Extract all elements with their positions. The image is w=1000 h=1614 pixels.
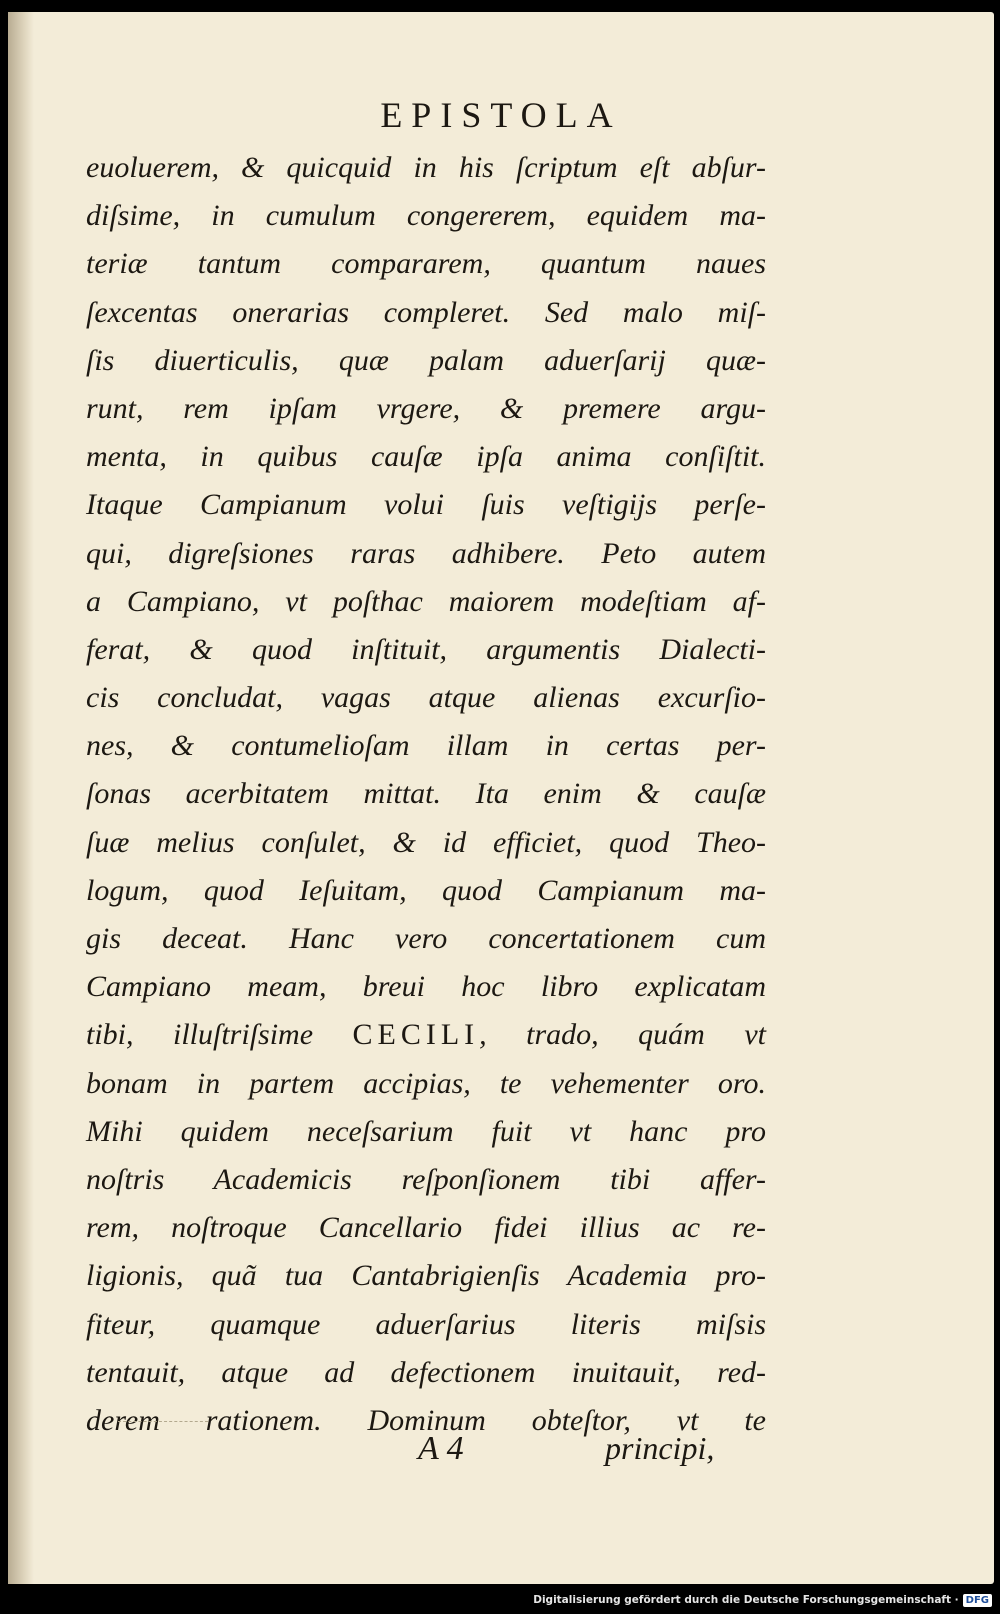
text-line: qui, digreſsiones raras adhibere. Peto autem [86,536,766,570]
line-text-post: , trado, quám vt [479,1018,766,1052]
text-line: ligionis, quã tua Cantabrigienſis Academia pro- [86,1259,766,1293]
digitization-credit [533,1589,992,1611]
text-line: diſsime, in cumulum congererem, equidem ma- [86,199,766,233]
book-page [8,12,994,1584]
text-line: Campiano meam, breui hoc libro explicatam [86,970,766,1004]
body-text [86,144,766,1445]
text-line: derem rationem. Dominum obteſtor, vt te [86,1403,766,1437]
text-line: logum, quod Ieſuitam, quod Campianum ma- [86,873,766,907]
text-line: ſonas acerbitatem mittat. Ita enim & cauſæ [86,777,766,811]
text-line: ſuæ melius conſulet, & id efficiet, quod Theo- [86,825,766,859]
signature-mark: A 4 [418,1430,464,1467]
text-line: menta, in quibus cauſæ ipſa anima conſiſtit. [86,440,766,474]
text-line: bonam in partem accipias, te vehementer oro. [86,1066,766,1100]
credit-text: Digitalisierung gefördert durch die Deutsche Forschungsgemeinschaft · [533,1594,959,1606]
text-line: a Campiano, vt poſthac maiorem modeſtiam af- [86,584,766,618]
running-head: EPISTOLA [380,95,622,135]
text-line: euoluerem, & quicquid in his ſcriptum eſt abſur- [86,151,766,184]
text-line: teriæ tantum compararem, quantum naues [86,247,766,281]
text-line: ferat, & quod inſtituit, argumentis Dialecti- [86,632,766,666]
text-line: ſis diuerticulis, quæ palam aduerſarij quæ- [86,343,766,377]
text-line: nes, & contumelioſam illam in certas per- [86,729,766,763]
text-line: ſexcentas onerarias compleret. Sed malo miſ- [86,295,766,329]
dfg-logo-icon: DFG [963,1594,992,1607]
text-line: tentauit, atque ad defectionem inuitauit, red- [86,1355,766,1389]
text-line: Itaque Campianum volui ſuis veſtigijs perſe- [86,488,766,522]
text-line: noſtris Academicis reſponſionem tibi affer- [86,1162,766,1196]
line-text-pre: tibi, illuſtriſsime [86,1018,353,1052]
text-line: Mihi quidem neceſsarium fuit vt hanc pro [86,1114,766,1148]
dashed-rule [118,1421,208,1422]
catchword: principi, [605,1430,715,1466]
text-line-with-name [86,1011,766,1059]
text-line: cis concludat, vagas atque alienas excurſio- [86,681,766,715]
text-line: fiteur, quamque aduerſarius literis miſsis [86,1307,766,1341]
name-small-caps: CECILI [352,1018,480,1052]
page-gutter-shadow [8,12,34,1584]
text-line: gis deceat. Hanc vero concertationem cum [86,922,766,955]
text-line: runt, rem ipſam vrgere, & premere argu- [86,391,766,425]
text-line: rem, noſtroque Cancellario fidei illius ac re- [86,1211,766,1245]
